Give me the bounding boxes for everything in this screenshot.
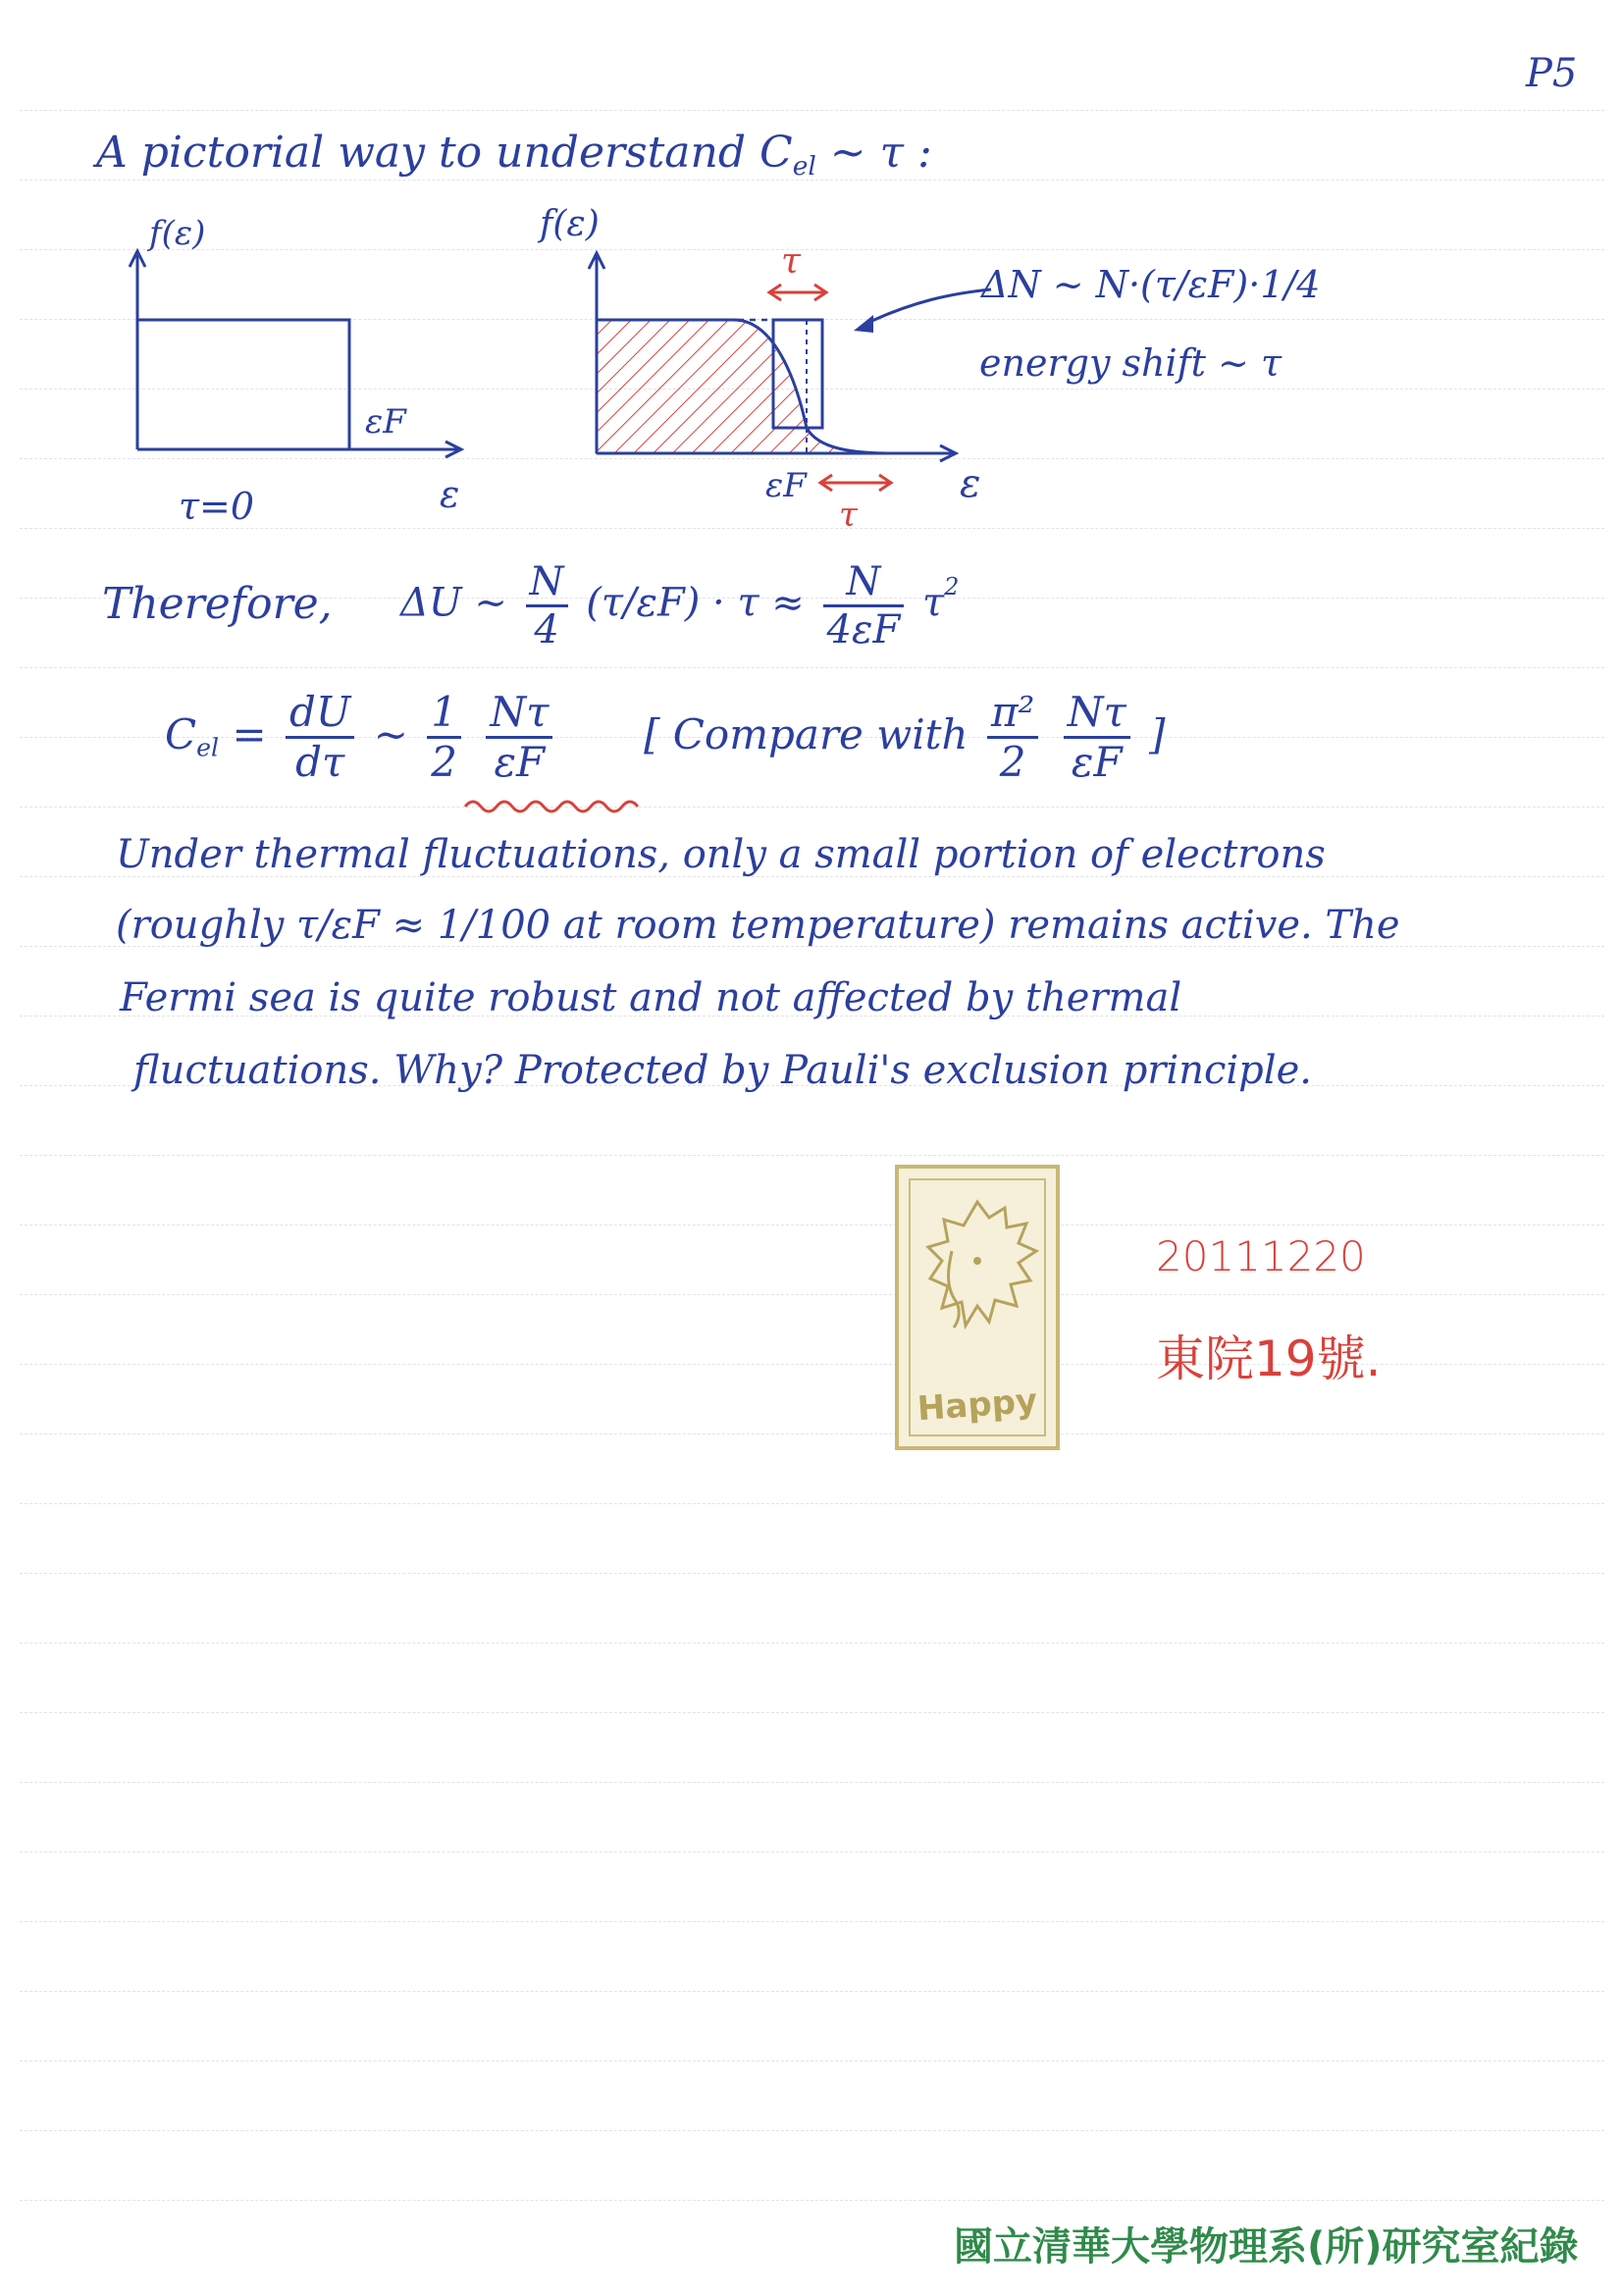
annotation-pointer: [844, 280, 1001, 339]
occupied-hatched-area: [597, 320, 893, 453]
ruled-line: [20, 2200, 1604, 2201]
happy-stamp: [895, 1165, 1060, 1450]
cel-approx: ~: [373, 709, 408, 758]
bottom-width-arrow: [820, 475, 891, 491]
ruled-line: [20, 667, 1604, 668]
eq-mid: · τ ≈: [712, 580, 805, 626]
eq-paren: (τ/εF): [586, 580, 701, 626]
paragraph-line-4: fluctuations. Why? Protected by Pauli's exclusion principle.: [133, 1048, 1312, 1093]
room-number: 東院19號.: [1156, 1331, 1382, 1387]
cel-symbol: C: [165, 709, 197, 758]
therefore-equation: [400, 559, 959, 652]
ruled-line: [20, 110, 1604, 111]
left-y-axis: [130, 251, 145, 449]
fraction-pi2-over-2: $\frac{\text{π²}}{2}$: [987, 689, 1038, 787]
right-y-label: f(ε): [540, 204, 600, 244]
left-y-label: f(ε): [149, 214, 206, 253]
left-x-label: ε: [440, 473, 460, 516]
paragraph-line-2: (roughly τ/εF ≈ 1/100 at room temperature) remains active. The: [116, 903, 1400, 948]
wavy-underline: [461, 793, 657, 816]
step-curve: [137, 320, 349, 449]
lion-face-icon: [909, 1190, 1046, 1357]
date: 20111220: [1156, 1232, 1366, 1280]
note-energy-shift: energy shift ~ τ: [979, 341, 1282, 385]
ruled-line: [20, 2130, 1604, 2131]
ruled-line: [20, 807, 1604, 808]
ruled-line: [20, 1991, 1604, 1992]
right-edge-label: εF: [765, 466, 807, 505]
heading-subscript: el: [792, 150, 816, 182]
ruled-line: [20, 1503, 1604, 1504]
eq-tail: τ: [921, 580, 945, 626]
bottom-width-label: τ: [839, 496, 858, 535]
top-width-label: τ: [781, 241, 801, 282]
fraction-one-half: $\frac{1}{2}$: [427, 689, 461, 787]
fraction-du-dtau: $\frac{dU}{d\tau}$: [286, 689, 354, 787]
left-caption: τ=0: [179, 485, 255, 528]
compare-label: [ Compare with: [644, 709, 969, 758]
fraction-n-over-4ef: $\frac{N}{4\varepsilon F}$: [823, 559, 905, 652]
ruled-line: [20, 1921, 1604, 1922]
eq-tail-exponent: 2: [944, 572, 960, 600]
top-width-arrow: [769, 285, 826, 300]
ruled-line: [20, 1643, 1604, 1644]
left-edge-label: εF: [365, 402, 406, 442]
paragraph-line-1: Under thermal fluctuations, only a small portion of electrons: [116, 832, 1326, 877]
footer-title: 國立清華大學物理系(所)研究室紀錄: [954, 2224, 1579, 2270]
stamp-text: Happy: [916, 1381, 1039, 1430]
ruled-line: [20, 1434, 1604, 1435]
fraction-compare-ntau-ef: $\frac{N\tau}{\varepsilon F}$: [1064, 689, 1130, 787]
ruled-line: [20, 1782, 1604, 1783]
heading: [96, 128, 932, 182]
fraction-n-over-4: $\frac{N}{4}$: [526, 559, 568, 652]
heat-capacity-equation: [165, 689, 1166, 787]
paragraph-line-3: Fermi sea is quite robust and not affected by thermal: [120, 975, 1182, 1020]
eq-lhs: ΔU ~: [400, 580, 507, 626]
left-x-axis: [137, 442, 461, 457]
ruled-line: [20, 1294, 1604, 1295]
ruled-line: [20, 1573, 1604, 1574]
ruled-line: [20, 1712, 1604, 1713]
diagram-step-function: [118, 226, 491, 481]
page-number: P5: [1526, 51, 1578, 96]
cel-eq: =: [232, 709, 267, 758]
ruled-line: [20, 1155, 1604, 1156]
heading-symbol: C: [759, 128, 793, 178]
heading-prefix: A pictorial way to understand: [96, 128, 747, 178]
therefore-label: Therefore,: [102, 579, 333, 629]
cel-subscript: el: [196, 733, 220, 762]
ruled-line: [20, 528, 1604, 529]
right-x-label: ε: [960, 461, 981, 506]
ruled-line: [20, 1225, 1604, 1226]
heading-suffix: ~ τ :: [829, 128, 932, 178]
fraction-ntau-ef: $\frac{N\tau}{\varepsilon F}$: [486, 689, 552, 787]
note-delta-n: ΔN ~ N·(τ/εF)·1/4: [981, 263, 1321, 306]
compare-close: ]: [1149, 709, 1166, 758]
